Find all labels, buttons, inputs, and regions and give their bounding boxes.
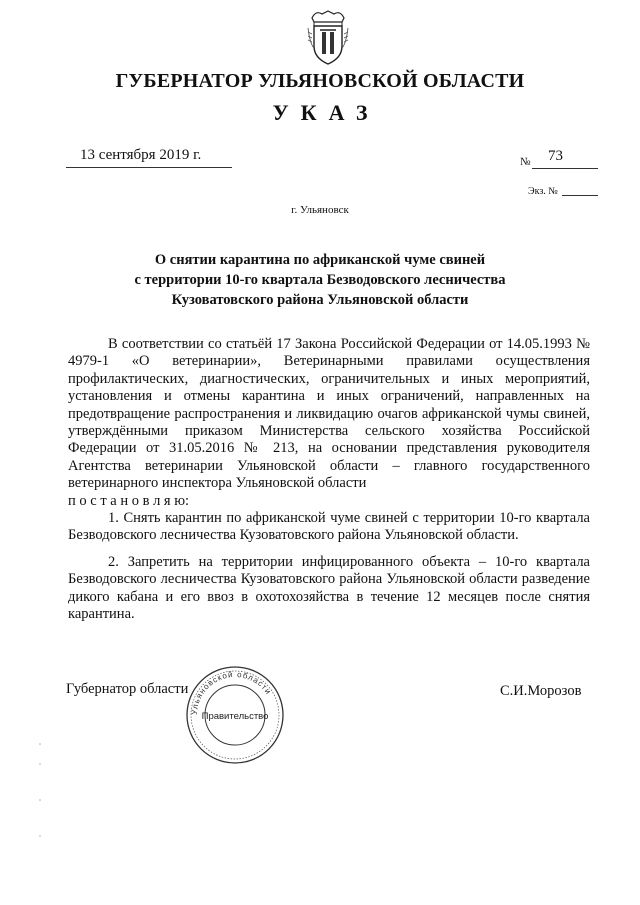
resolve-word: п о с т а н о в л я ю: <box>68 492 190 509</box>
date-underline <box>66 167 232 168</box>
preamble-paragraph: В соответствии со статьёй 17 Закона Российской Федерации от 14.05.1993 № 4979-1 «О ветеринарии», Ветеринарными правилами осуществления профилактических, диагностических, ограничительных и иных мероприятий, установления и отмены карантина и иных ограничений, направленных на предотвращение распространения и ликвидацию очагов африканской чумы свиней, утверждёнными приказом Министерства сельского хозяйства Российской Федерации от 31.05.2016 № 213, на основании представления руководителя Агентства ветеринарии Ульяновской области – главного государственного ветеринарного инспектора Ульяновской области <box>68 336 590 492</box>
svg-text:Ульяновской области <box>190 670 273 715</box>
decree-number: 73 <box>548 148 563 164</box>
organization-heading: ГУБЕРНАТОР УЛЬЯНОВСКОЙ ОБЛАСТИ <box>115 70 525 92</box>
number-underline <box>532 168 598 169</box>
city-label: г. Ульяновск <box>291 204 349 216</box>
scan-artifact <box>36 740 44 860</box>
copy-number-underline <box>562 195 598 196</box>
decree-body <box>68 336 590 624</box>
decree-item-2: 2. Запретить на территории инфицированного объекта – 10-го квартала Безводовского лесничества Кузоватовского района Ульяновской области разведение дикого кабана и его ввоз в охотохозяйства в течение 12 месяцев после снятия карантина. <box>68 553 590 623</box>
stamp-center-text: Правительство <box>201 711 269 722</box>
decree-date: 13 сентября 2019 г. <box>80 147 202 163</box>
decree-title <box>100 250 540 310</box>
signer-name: С.И.Морозов <box>500 683 582 699</box>
title-line: Кузоватовского района Ульяновской области <box>171 292 469 308</box>
coat-of-arms-icon <box>306 8 350 66</box>
government-seal-icon <box>184 664 286 766</box>
signer-position: Губернатор области <box>66 681 189 697</box>
copy-number-label: Экз. № <box>528 186 558 197</box>
document-type-heading: УКАЗ <box>272 100 380 125</box>
stamp-ring-text: Ульяновской области <box>189 669 274 716</box>
title-line: с территории 10-го квартала Безводовского лесничества <box>134 272 506 288</box>
title-line: О снятии карантина по африканской чуме свиней <box>154 252 486 268</box>
decree-item-1: 1. Снять карантин по африканской чуме свиней с территории 10-го квартала Безводовского лесничества Кузоватовского района Ульяновской области. <box>68 510 590 544</box>
number-prefix: № <box>520 156 531 168</box>
